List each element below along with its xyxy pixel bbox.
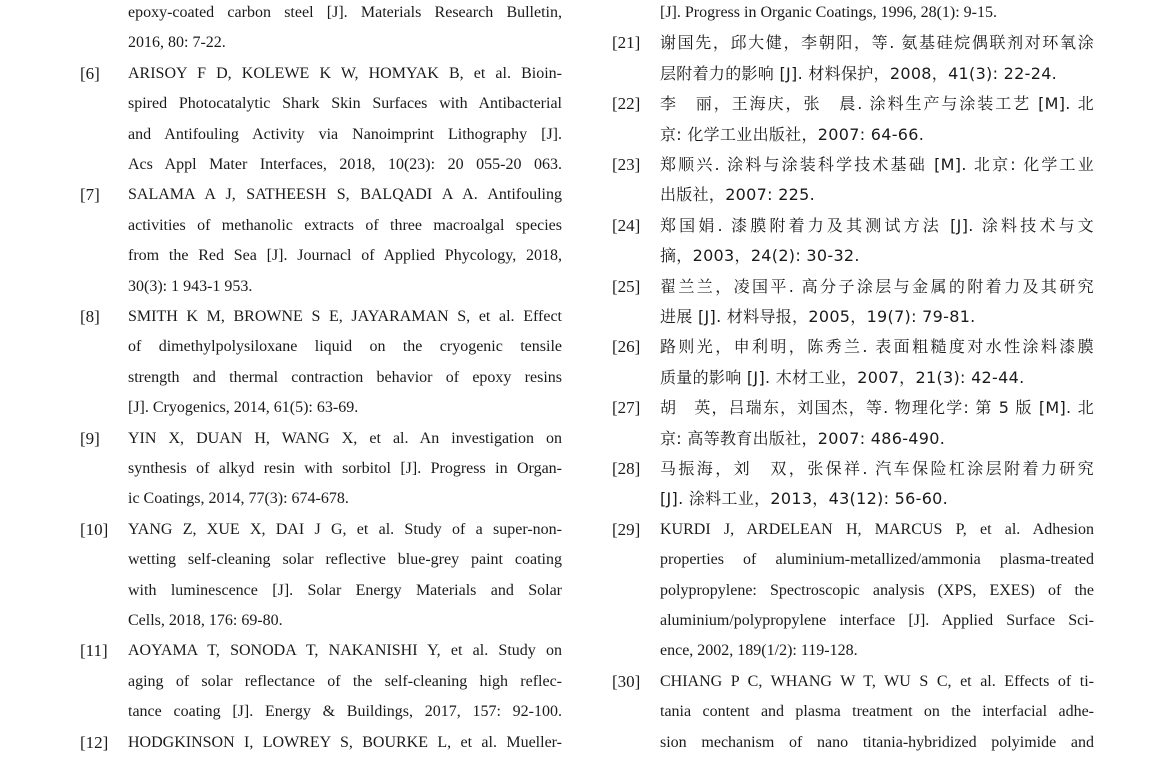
reference-text: Cells, 2018, 176: 69-80. (128, 612, 283, 629)
reference-line (612, 636, 1094, 666)
reference-text: 翟兰兰，凌国平. 高分子涂层与金属的附着力及其研究 (660, 276, 1094, 296)
reference-number: [25] (612, 276, 641, 296)
reference-line (612, 302, 1094, 332)
reference-text: 出版社，2007: 225. (660, 185, 816, 205)
reference-number: [21] (612, 33, 641, 53)
reference-text: from the Red Sea [J]. Journacl of Applied Phycology, 2018, (128, 247, 562, 265)
reference-line (612, 211, 1094, 241)
reference-text: spired Photocatalytic Shark Skin Surfaces with Antibacterial (128, 95, 562, 113)
reference-number: [12] (80, 732, 109, 752)
reference-text: 京: 高等教育出版社，2007: 486-490. (660, 428, 946, 448)
reference-number: [8] (80, 307, 100, 326)
reference-text: 郑国娟. 漆膜附着力及其测试方法 [J]. 涂料技术与文 (660, 215, 1094, 235)
reference-line (612, 241, 1094, 271)
reference-number: [27] (612, 398, 641, 418)
reference-text: 胡 英，吕瑞东，刘国杰，等. 物理化学: 第 5 版 [M]. 北 (660, 398, 1094, 418)
reference-text: activities of methanolic extracts of three macroalgal species (128, 216, 562, 234)
reference-text: aluminium/polypropylene interface [J]. Applied Surface Sci- (660, 612, 1094, 629)
reference-text: tania content and plasma treatment on the interfacial adhe- (660, 703, 1094, 721)
reference-text: 马振海，刘 双，张保祥. 汽车保险杠涂层附着力研究 (660, 459, 1094, 478)
reference-text: aging of solar reflectance of the self-cleaning high reflec- (128, 672, 562, 690)
reference-text: YIN X, DUAN H, WANG X, et al. An investigation on (128, 429, 562, 447)
reference-text: [J]. Cryogenics, 2014, 61(5): 63-69. (128, 399, 359, 417)
reference-text: ic Coatings, 2014, 77(3): 674-678. (128, 490, 349, 508)
reference-line (80, 454, 562, 484)
reference-line (80, 363, 562, 393)
reference-text: ence, 2002, 189(1/2): 119-128. (660, 642, 858, 660)
reference-number: [29] (612, 519, 641, 539)
reference-line (612, 545, 1094, 575)
reference-text: synthesis of alkyd resin with sorbitol [J]. Progress in Organ- (128, 460, 562, 477)
reference-line (80, 697, 562, 727)
reference-line (80, 606, 562, 636)
reference-text: wetting self-cleaning solar reflective blue-grey paint coating (128, 551, 562, 569)
reference-line (80, 393, 562, 423)
reference-number: [30] (612, 671, 641, 691)
reference-line (612, 606, 1094, 636)
reference-number: [7] (80, 185, 100, 205)
reference-line (80, 545, 562, 575)
reference-line (612, 120, 1094, 150)
reference-line (612, 424, 1094, 454)
reference-line (612, 332, 1094, 362)
reference-line (80, 0, 562, 28)
reference-line (80, 332, 562, 362)
reference-number: [10] (80, 519, 109, 539)
reference-text: epoxy-coated carbon steel [J]. Materials Research Bulletin, (128, 4, 562, 21)
reference-text: [J]. 涂料工业，2013，43(12): 56-60. (660, 489, 949, 509)
reference-line (612, 59, 1094, 89)
reference-line (612, 515, 1094, 545)
reference-text: sion mechanism of nano titania-hybridized polyimide and (660, 733, 1094, 751)
reference-text: 质量的影响 [J]. 木材工业，2007，21(3): 42-44. (660, 367, 1025, 387)
reference-line (612, 697, 1094, 727)
reference-text: and Antifouling Activity via Nanoimprint Lithography [J]. (128, 125, 562, 143)
reference-line (80, 211, 562, 241)
reference-line (612, 728, 1094, 758)
reference-number: [28] (612, 459, 641, 478)
reference-line (80, 28, 562, 58)
reference-text: KURDI J, ARDELEAN H, MARCUS P, et al. Adhesion (660, 520, 1094, 538)
reference-line (80, 424, 562, 454)
reference-line (80, 150, 562, 180)
reference-text: SMITH K M, BROWNE S E, JAYARAMAN S, et al. Effect (128, 308, 562, 325)
reference-text: 京: 化学工业出版社，2007: 64-66. (660, 124, 925, 144)
reference-line (80, 515, 562, 545)
reference-text: strength and thermal contraction behavior of epoxy resins (128, 368, 562, 386)
reference-text: 谢国先，邱大健，李朝阳，等. 氨基硅烷偶联剂对环氧涂 (660, 33, 1094, 53)
reference-text: of dimethylpolysiloxane liquid on the cryogenic tensile (128, 338, 562, 356)
reference-number: [26] (612, 337, 641, 357)
reference-line (612, 89, 1094, 119)
reference-number: [22] (612, 94, 641, 114)
reference-number: [24] (612, 215, 641, 235)
reference-text: tance coating [J]. Energy & Buildings, 2017, 157: 92-100. (128, 703, 562, 721)
reference-text: ARISOY F D, KOLEWE K W, HOMYAK B, et al. Bioin- (128, 64, 562, 82)
reference-line (612, 150, 1094, 180)
reference-number: [9] (80, 428, 100, 448)
reference-line (612, 28, 1094, 58)
reference-text: HODGKINSON I, LOWREY S, BOURKE L, et al. Mueller- (128, 733, 562, 751)
reference-line (80, 728, 562, 758)
reference-text: 进展 [J]. 材料导报，2005，19(7): 79-81. (660, 307, 976, 326)
reference-text: 30(3): 1 943-1 953. (128, 277, 253, 295)
reference-line (80, 667, 562, 697)
reference-text: with luminescence [J]. Solar Energy Materials and Solar (128, 581, 562, 599)
reference-text: 郑顺兴. 涂料与涂装科学技术基础 [M]. 北京: 化学工业 (660, 155, 1094, 174)
reference-text: Acs Appl Mater Interfaces, 2018, 10(23): 20 055-20 063. (128, 156, 562, 173)
reference-line (80, 302, 562, 332)
reference-line (612, 393, 1094, 423)
reference-text: AOYAMA T, SONODA T, NAKANISHI Y, et al. Study on (128, 642, 562, 660)
reference-number: [23] (612, 155, 641, 174)
reference-line (612, 0, 1094, 28)
reference-text: CHIANG P C, WHANG W T, WU S C, et al. Effects of ti- (660, 672, 1094, 690)
reference-text: SALAMA A J, SATHEESH S, BALQADI A A. Antifouling (128, 186, 562, 204)
reference-line (80, 59, 562, 89)
reference-number: [11] (80, 641, 108, 661)
reference-line (612, 180, 1094, 210)
reference-text: 层附着力的影响 [J]. 材料保护，2008，41(3): 22-24. (660, 63, 1058, 83)
reference-line (80, 272, 562, 302)
reference-text: 李 丽，王海庆，张 晨. 涂料生产与涂装工艺 [M]. 北 (660, 94, 1094, 114)
reference-text: 路则光，申利明，陈秀兰. 表面粗糙度对水性涂料漆膜 (660, 337, 1094, 357)
reference-text: YANG Z, XUE X, DAI J G, et al. Study of a super-non- (128, 520, 562, 538)
reference-line (612, 363, 1094, 393)
reference-line (612, 272, 1094, 302)
reference-line (80, 89, 562, 119)
reference-line (612, 484, 1094, 514)
reference-line (80, 636, 562, 666)
reference-number: [6] (80, 63, 100, 83)
reference-line (80, 120, 562, 150)
reference-text: 2016, 80: 7-22. (128, 34, 226, 52)
reference-line (80, 576, 562, 606)
reference-line (612, 667, 1094, 697)
reference-line (80, 180, 562, 210)
reference-text: polypropylene: Spectroscopic analysis (XPS, EXES) of the (660, 581, 1094, 599)
reference-text: [J]. Progress in Organic Coatings, 1996, 28(1): 9-15. (660, 4, 997, 21)
reference-text: 摘，2003，24(2): 30-32. (660, 246, 860, 266)
reference-line (612, 454, 1094, 484)
reference-line (80, 241, 562, 271)
reference-line (612, 576, 1094, 606)
reference-text: properties of aluminium-metallized/ammonia plasma-treated (660, 551, 1094, 569)
reference-line (80, 484, 562, 514)
